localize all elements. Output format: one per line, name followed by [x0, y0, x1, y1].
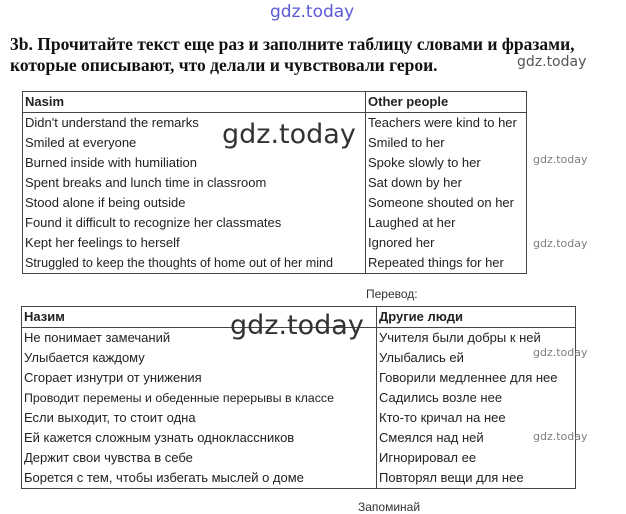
table-row: [22, 388, 576, 408]
watermark-table-russian-right-a: gdz.today: [533, 346, 588, 359]
watermark-table-russian: gdz.today: [230, 310, 364, 341]
table-cell: Ignored her: [366, 233, 527, 253]
watermark-heading: gdz.today: [517, 54, 587, 70]
table-cell: Spent breaks and lunch time in classroom: [23, 173, 366, 193]
watermark-top: gdz.today: [270, 2, 355, 22]
table-row: [22, 368, 576, 388]
table-cell: Stood alone if being outside: [23, 193, 366, 213]
watermark-table-english: gdz.today: [222, 119, 356, 150]
table-row: [22, 468, 576, 489]
table-cell: Кто-то кричал на нее: [377, 408, 576, 428]
table-row: [22, 428, 576, 448]
table-row: [23, 253, 527, 274]
table-cell: Smiled to her: [366, 133, 527, 153]
table-cell: Didn't understand the remarks: [23, 113, 366, 134]
table-row: [23, 153, 527, 173]
table-cell: Улыбались ей: [377, 348, 576, 368]
table-row: [22, 408, 576, 428]
table-row: [22, 448, 576, 468]
table-row: [23, 213, 527, 233]
table-cell: Sat down by her: [366, 173, 527, 193]
column-header-other-people: Other people: [366, 92, 527, 113]
table-cell: Smiled at everyone: [23, 133, 366, 153]
table-cell: Смеялся над ней: [377, 428, 576, 448]
table-cell: Игнорировал ее: [377, 448, 576, 468]
table-cell: Говорили медленнее для нее: [377, 368, 576, 388]
table-row: [22, 348, 576, 368]
table-cell: Kept her feelings to herself: [23, 233, 366, 253]
watermark-table-russian-right-b: gdz.today: [533, 430, 588, 443]
table-cell: Садились возле нее: [377, 388, 576, 408]
table-cell: Repeated things for her: [366, 253, 527, 274]
table-cell: Spoke slowly to her: [366, 153, 527, 173]
table-cell: Someone shouted on her: [366, 193, 527, 213]
table-cell: Burned inside with humiliation: [23, 153, 366, 173]
watermark-table-english-right-a: gdz.today: [533, 153, 588, 166]
table-cell: Не понимает замечаний: [22, 328, 377, 349]
table-cell: Держит свои чувства в себе: [22, 448, 377, 468]
table-cell: Если выходит, то стоит одна: [22, 408, 377, 428]
table-row: [23, 193, 527, 213]
table-cell: Улыбается каждому: [22, 348, 377, 368]
table-cell: Сгорает изнутри от унижения: [22, 368, 377, 388]
table-cell: Found it difficult to recognize her classmates: [23, 213, 366, 233]
column-header-nazim: Назим: [22, 307, 377, 328]
table-cell: Борется с тем, чтобы избегать мыслей о доме: [22, 468, 377, 489]
table-cell: Ей кажется сложным узнать одноклассников: [22, 428, 377, 448]
translation-label: Перевод:: [366, 287, 418, 301]
table-cell: Повторял вещи для нее: [377, 468, 576, 489]
table-row: [23, 173, 527, 193]
table-english-header-row: [23, 92, 527, 113]
table-cell: Laughed at her: [366, 213, 527, 233]
table-cell: Struggled to keep the thoughts of home out of her mind: [23, 253, 366, 274]
table-cell: Проводит перемены и обеденные перерывы в классе: [22, 388, 377, 408]
table-row: [23, 233, 527, 253]
exercise-heading: 3b. Прочитайте текст еще раз и заполните таблицу словами и фразами, которые описывают, что делали и чувствовали герои.: [10, 34, 575, 75]
column-header-drugie-lyudi: Другие люди: [377, 307, 576, 328]
watermark-table-english-right-b: gdz.today: [533, 237, 588, 250]
cutoff-text: Запоминай: [358, 500, 421, 514]
table-cell: Teachers were kind to her: [366, 113, 527, 134]
table-cell: Учителя были добры к ней: [377, 328, 576, 349]
column-header-nasim: Nasim: [23, 92, 366, 113]
